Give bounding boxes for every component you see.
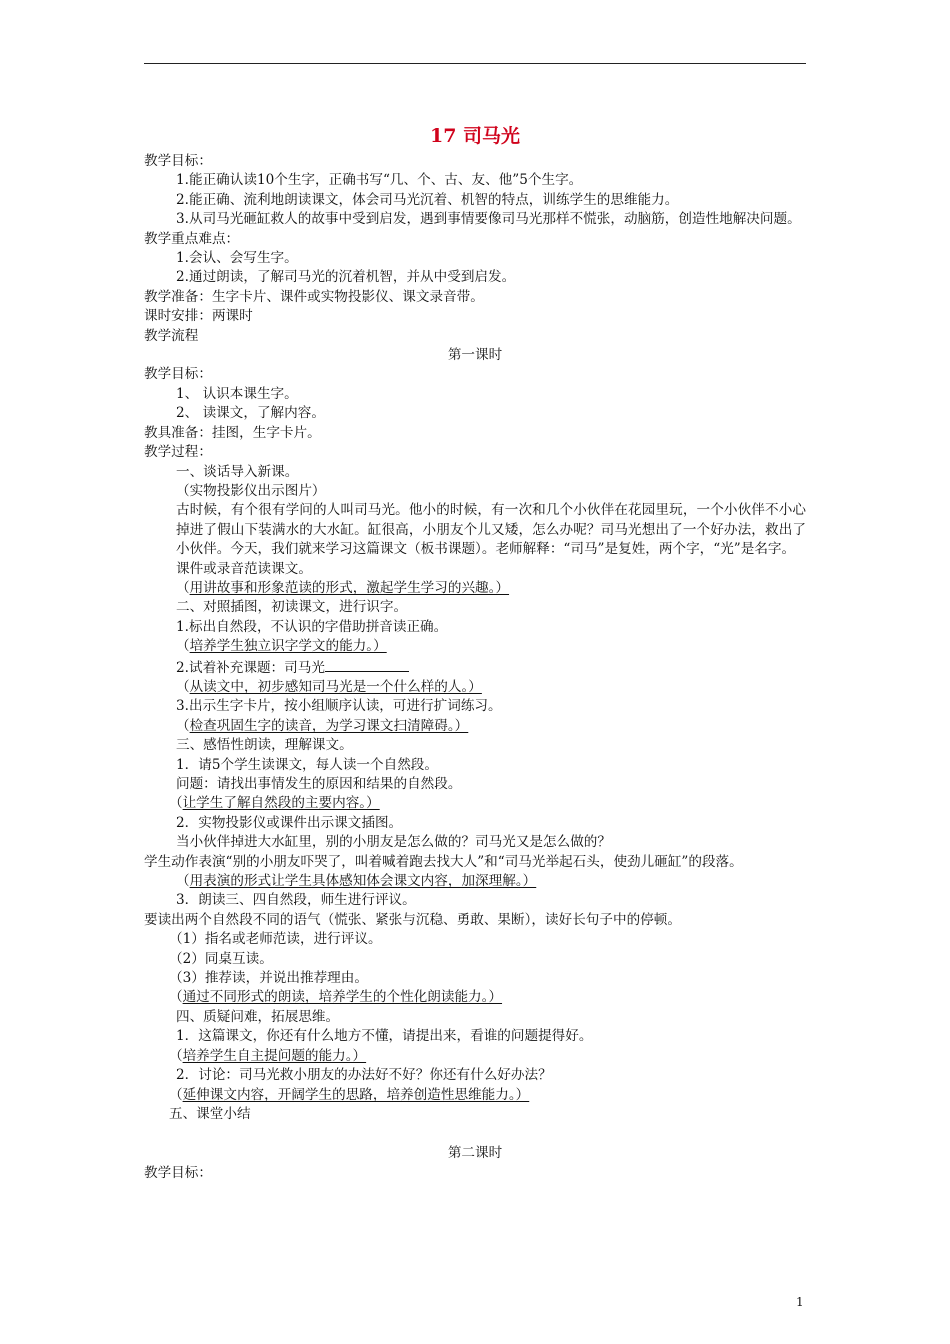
text-line: [144, 152, 806, 171]
line-text: 教学准备：生字卡片、课件或实物投影仪、课文录音带。: [144, 288, 484, 305]
teaching-note: [144, 988, 806, 1007]
line-text: 1、 认识本课生字。: [176, 385, 298, 402]
text-line: [144, 385, 806, 404]
text-line: [144, 249, 806, 268]
teaching-note: [144, 794, 806, 813]
text-line: [144, 657, 806, 678]
text-line: [144, 404, 806, 423]
teaching-note: [144, 678, 806, 697]
line-text: 3．朗读三、四自然段，师生进行评议。: [176, 892, 416, 909]
text-line: [144, 969, 806, 988]
text-line: [144, 210, 806, 229]
text-line: [144, 1164, 806, 1183]
line-text: 1．这篇课文，你还有什么地方不懂，请提出来，看谁的问题提得好。: [176, 1028, 593, 1045]
text-line: [144, 230, 806, 249]
header-rule: [144, 63, 806, 64]
text-line: [144, 424, 806, 443]
text-line: [144, 307, 806, 326]
note-open-paren: （: [176, 678, 190, 695]
spacer: [144, 1124, 806, 1144]
line-text: 教学目标：: [144, 1164, 212, 1181]
line-text: （实物投影仪出示图片）: [176, 482, 326, 499]
line-text: 1．请5个学生读课文，每人读一个自然段。: [176, 756, 438, 773]
note-open-paren: （: [176, 638, 190, 655]
line-text: 古时候，有个很有学问的人叫司马光。他小的时候，有一次和几个小伙伴在花园里玩，一个小伙伴不小心掉进了假山下装满水的大水缸。缸很高，小朋友个儿又矮，怎么办呢？司马光想出了一个好办法，救出了小伙伴。今天，我们就来学习这篇课文（板书课题）。老师解释：“司马”是复姓，两个字，“光”是名字。: [176, 502, 806, 558]
line-text: 第一课时: [447, 347, 503, 364]
text-line: [144, 501, 806, 559]
note-open-paren: （: [176, 579, 190, 596]
line-text: 课时安排：两课时: [144, 308, 253, 325]
fill-in-blank: [325, 657, 409, 672]
line-text: 课件或录音范读课文。: [176, 560, 312, 577]
text-line: [144, 775, 806, 794]
line-text: 二、对照插图，初读课文，进行识字。: [176, 599, 408, 616]
text-line: [144, 618, 806, 637]
line-text: 教学流程: [144, 327, 199, 344]
teaching-note: [144, 579, 806, 598]
text-line: [144, 268, 806, 287]
text-line: [144, 1105, 806, 1124]
line-text: 教学重点难点：: [144, 230, 240, 247]
note-open-paren: （: [176, 873, 190, 890]
line-text: 1.会认、会写生字。: [176, 250, 298, 267]
note-open-paren: （: [169, 795, 183, 812]
line-text: 四、质疑问难，拓展思维。: [176, 1008, 340, 1025]
teaching-note: [144, 717, 806, 736]
text-line: [144, 1008, 806, 1027]
underlined-note: 延伸课文内容，开阔学生的思路，培养创造性思维能力。）: [182, 1086, 530, 1103]
note-open-paren: （: [176, 717, 190, 734]
underlined-note: 通过不同形式的朗读，培养学生的个性化朗读能力。）: [182, 989, 503, 1006]
line-text: 教学过程：: [144, 444, 212, 461]
line-text: 3.从司马光砸缸救人的故事中受到启发，遇到事情要像司马光那样不慌张，动脑筋，创造性地解决问题。: [176, 211, 801, 228]
line-text: 2、 读课文，了解内容。: [176, 405, 325, 422]
text-line: [144, 950, 806, 969]
text-line: [144, 560, 806, 579]
text-line: [144, 736, 806, 755]
underlined-note: 用讲故事和形象范读的形式，激起学生学习的兴趣。）: [189, 579, 510, 596]
line-text: 当小伙伴掉进大水缸里，别的小朋友是怎么做的？司马光又是怎么做的？: [176, 834, 611, 851]
line-text: 学生动作表演“别的小朋友吓哭了，叫着喊着跑去找大人”和“司马光举起石头，使劲儿砸缸”的段落。: [144, 853, 743, 870]
line-text: 2.试着补充课题：司马光: [176, 659, 325, 676]
line-text: 三、感悟性朗读，理解课文。: [176, 737, 353, 754]
line-text: 一、谈话导入新课。: [176, 463, 299, 480]
text-line: [144, 443, 806, 462]
line-text: （1）指名或老师范读，进行评议。: [169, 931, 382, 948]
underlined-note: 培养学生自主提问题的能力。）: [182, 1047, 367, 1064]
line-text: 要读出两个自然段不同的语气（慌张、紧张与沉稳、勇敢、果断），读好长句子中的停顿。: [144, 911, 681, 928]
text-line: [144, 191, 806, 210]
teaching-note: [144, 1047, 806, 1066]
underlined-note: 培养学生独立识字学文的能力。）: [189, 638, 387, 655]
note-open-paren: （: [169, 1047, 183, 1064]
lesson-plan-text: [144, 152, 806, 1183]
text-line: [144, 891, 806, 910]
line-text: 2．讨论：司马光救小朋友的办法好不好？你还有什么好办法？: [176, 1067, 552, 1084]
teaching-note: [144, 872, 806, 891]
line-text: 1.标出自然段，不认识的字借助拼音读正确。: [176, 618, 448, 635]
text-line: [144, 171, 806, 190]
teaching-note: [144, 637, 806, 656]
text-line: [144, 598, 806, 617]
line-text: （2）同桌互读。: [169, 950, 273, 967]
line-text: 1.能正确认读10个生字，正确书写“几、个、古、友、他”5个生字。: [176, 172, 583, 189]
line-text: 2.通过朗读，了解司马光的沉着机智，并从中受到启发。: [176, 269, 516, 286]
line-text: 问题：请找出事情发生的原因和结果的自然段。: [176, 776, 462, 792]
line-text: 五、课堂小结: [169, 1105, 251, 1122]
document-body: [144, 124, 806, 1183]
note-open-paren: （: [169, 989, 183, 1006]
text-line: [144, 482, 806, 501]
text-line: [144, 1066, 806, 1085]
text-line: [144, 365, 806, 384]
text-line: [144, 814, 806, 833]
text-line: [144, 756, 806, 775]
text-line: [144, 463, 806, 482]
text-line: [144, 911, 806, 930]
line-text: 第二课时: [447, 1145, 503, 1162]
line-text: 3.出示生字卡片，按小组顺序认读，可进行扩词练习。: [176, 698, 502, 715]
text-line: [144, 930, 806, 949]
teaching-note: [144, 1086, 806, 1105]
text-line: [144, 833, 806, 852]
line-text: 教具准备：挂图，生字卡片。: [144, 424, 321, 441]
underlined-note: 用表演的形式让学生具体感知体会课文内容，加深理解。）: [189, 873, 537, 890]
note-open-paren: （: [169, 1086, 183, 1103]
page-number: 1: [796, 1295, 804, 1309]
page-title: 17 司马光: [429, 125, 521, 147]
line-text: 教学目标：: [144, 153, 212, 169]
text-line: [144, 697, 806, 716]
line-text: 2.能正确、流利地朗读课文，体会司马光沉着、机智的特点，训练学生的思维能力。: [176, 191, 679, 208]
underlined-note: 让学生了解自然段的主要内容。）: [182, 795, 380, 812]
line-text: 2．实物投影仪或课件出示课文插图。: [176, 814, 403, 831]
text-line: [144, 1027, 806, 1046]
underlined-note: 从读文中，初步感知司马光是一个什么样的人。）: [189, 678, 482, 695]
text-line: [144, 853, 806, 872]
section-heading: [144, 1144, 806, 1163]
line-text: 教学目标：: [144, 366, 212, 383]
line-text: （3）推荐读，并说出推荐理由。: [169, 970, 368, 987]
text-line: [144, 327, 806, 346]
text-line: [144, 288, 806, 307]
section-heading: [144, 346, 806, 365]
underlined-note: 检查巩固生字的读音，为学习课文扫清障碍。）: [189, 717, 469, 734]
